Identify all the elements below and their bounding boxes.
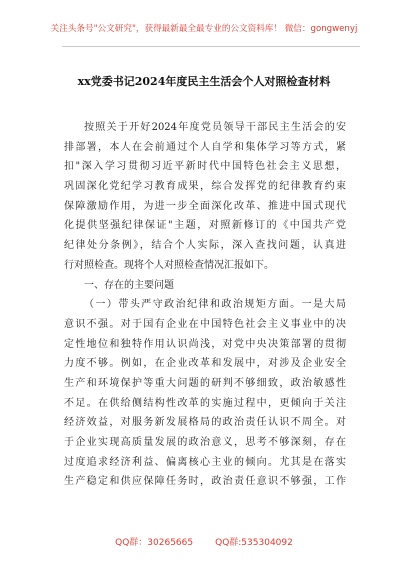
body-line: 过度追求经济利益、偏离核心主业的倾向。尤其是在落实 (64, 456, 346, 468)
body-line: 纪律处分条例》，结合个人实际，深入查找问题，认真进 (64, 240, 346, 252)
qq-group-1: QQ群：30265665 (115, 538, 194, 548)
body-line: 扣"深入学习贯彻习近平新时代中国特色社会主义思想， (64, 161, 346, 173)
body-line: 巩固深化党纪学习教育成果，综合发挥党的纪律教育约束 (64, 181, 346, 193)
header-divider (62, 46, 360, 47)
body-line: 经济效益，对服务新发展格局的政治责任认识不周全。对 (64, 417, 346, 429)
body-line: 于企业实现高质量发展的政治意义，思考不够深刻，存在 (64, 437, 346, 448)
body-line: 按照关于开好2024年度党员领导干部民主生活会的安 (84, 122, 346, 133)
body-line: 不足。在供给侧结构性改革的实施过程中，更倾向于关注 (64, 397, 346, 409)
section-heading: 一、存在的主要问题 (84, 279, 174, 291)
body-line: 保障激励作用，为进一步全面深化改革、推进中国式现代 (64, 200, 346, 212)
body-line: 化提供坚强纪律保证"主题，对照新修订的《中国共产党 (64, 220, 346, 232)
body-line: （一）带头严守政治纪律和政治规矩方面。一是大局 (84, 299, 346, 311)
qq-group-2: QQ群:535304092 (215, 538, 293, 548)
body-line: 生产稳定和供应保障任务时，政治责任意识不够强，工作 (64, 476, 346, 488)
body-line: 力度不够。例如，在企业改革和发展中，对涉及企业安全 (64, 358, 346, 370)
body-line: 排部署，本人在会前通过个人自学和集体学习等方式，紧 (64, 141, 346, 153)
promo-footer (0, 535, 408, 548)
body-line: 意识不强。对于国有企业在中国特色社会主义事业中的决 (64, 318, 346, 330)
body-line: 定性地位和独特作用认识尚浅，对党中央决策部署的贯彻 (64, 338, 346, 350)
document-title: xx党委书记2024年度民主生活会个人对照检查材料 (77, 75, 331, 88)
document-body (64, 118, 346, 492)
body-line: 生产和环境保护等重大问题的研判不够细致，政治敏感性 (64, 377, 346, 389)
body-line: 行对照检查。现将个人对照检查情况汇报如下。 (64, 259, 274, 271)
promo-header: 关注头条号"公文研究"，获得最新最全最专业的公文资料库！ 微信：gongwenyj (50, 24, 358, 34)
